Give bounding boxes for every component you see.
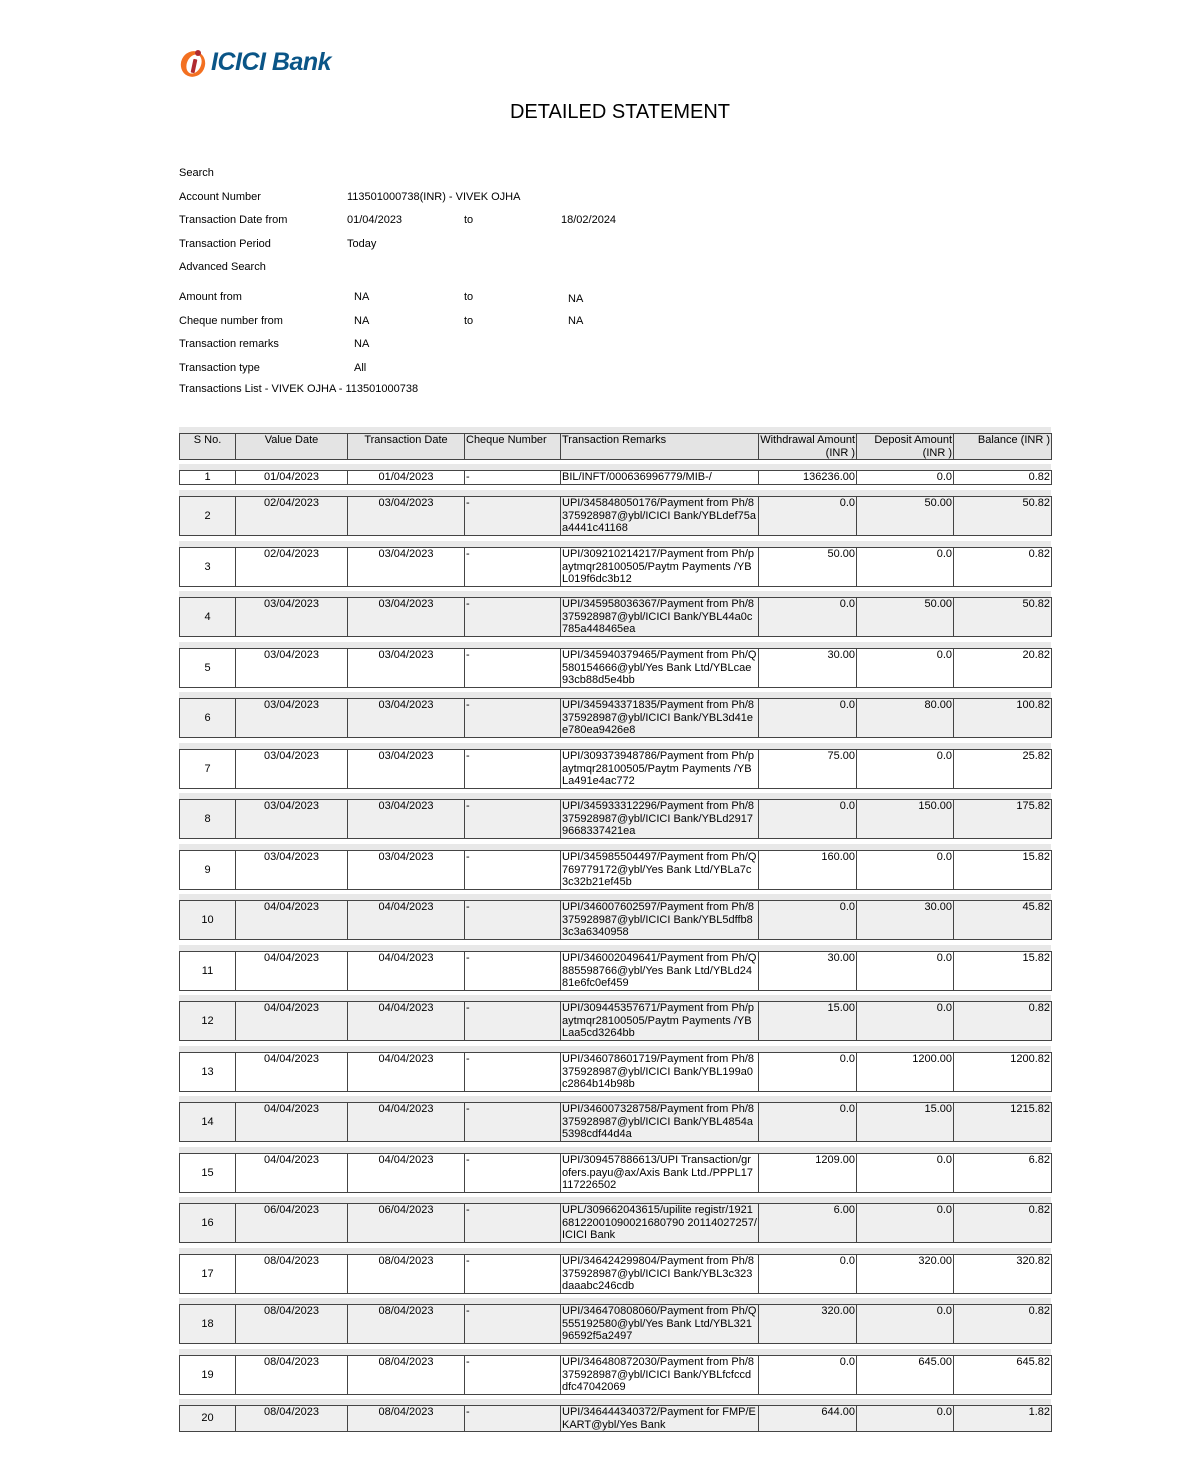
row-txn-date: 04/04/2023 bbox=[348, 901, 465, 940]
table-row bbox=[179, 951, 1052, 991]
row-deposit: 0.0 bbox=[857, 750, 954, 789]
row-value-date: 03/04/2023 bbox=[236, 649, 348, 688]
table-row bbox=[179, 698, 1052, 738]
table-row bbox=[179, 1052, 1052, 1092]
row-sno: 6 bbox=[180, 699, 236, 738]
row-withdrawal: 0.0 bbox=[759, 497, 857, 536]
row-txn-date: 08/04/2023 bbox=[348, 1406, 465, 1432]
row-value-date: 03/04/2023 bbox=[236, 750, 348, 789]
row-deposit: 150.00 bbox=[857, 800, 954, 839]
row-cheque: - bbox=[465, 649, 561, 688]
row-remarks: UPI/309373948786/Payment from Ph/paytmqr28100505/Paytm Payments /YBLa491e4ac772 bbox=[561, 750, 759, 789]
row-balance: 320.82 bbox=[954, 1255, 1052, 1294]
row-balance: 0.82 bbox=[954, 1002, 1052, 1041]
row-balance: 0.82 bbox=[954, 548, 1052, 587]
row-cheque: - bbox=[465, 851, 561, 890]
row-withdrawal: 136236.00 bbox=[759, 471, 857, 485]
search-heading: Search bbox=[179, 167, 214, 179]
cheque-to-value: NA bbox=[568, 315, 584, 327]
row-sno: 18 bbox=[180, 1305, 236, 1344]
row-deposit: 645.00 bbox=[857, 1356, 954, 1395]
cheque-from-label: Cheque number from bbox=[179, 315, 283, 327]
row-value-date: 04/04/2023 bbox=[236, 1002, 348, 1041]
row-withdrawal: 75.00 bbox=[759, 750, 857, 789]
row-balance: 6.82 bbox=[954, 1154, 1052, 1193]
row-value-date: 02/04/2023 bbox=[236, 497, 348, 536]
row-txn-date: 04/04/2023 bbox=[348, 1053, 465, 1092]
cheque-to-label: to bbox=[464, 315, 474, 327]
remarks-value: NA bbox=[354, 338, 370, 350]
amount-to-label: to bbox=[464, 291, 474, 303]
row-sno: 10 bbox=[180, 901, 236, 940]
row-txn-date: 08/04/2023 bbox=[348, 1255, 465, 1294]
amount-to-value: NA bbox=[568, 293, 584, 305]
row-deposit: 0.0 bbox=[857, 952, 954, 991]
row-withdrawal: 0.0 bbox=[759, 1103, 857, 1142]
row-sno: 11 bbox=[180, 952, 236, 991]
date-to-value: 18/02/2024 bbox=[561, 214, 617, 226]
row-balance: 0.82 bbox=[954, 471, 1052, 485]
account-number-value: 113501000738(INR) - VIVEK OJHA bbox=[347, 191, 521, 203]
row-txn-date: 04/04/2023 bbox=[348, 1154, 465, 1193]
row-balance: 175.82 bbox=[954, 800, 1052, 839]
col-cheque-header: Cheque Number bbox=[465, 434, 561, 460]
amount-from-value: NA bbox=[354, 291, 370, 303]
row-sno: 1 bbox=[180, 471, 236, 485]
row-balance: 50.82 bbox=[954, 598, 1052, 637]
row-sno: 7 bbox=[180, 750, 236, 789]
icici-bank-logo bbox=[179, 44, 331, 80]
row-withdrawal: 6.00 bbox=[759, 1204, 857, 1243]
row-sno: 8 bbox=[180, 800, 236, 839]
row-withdrawal: 0.0 bbox=[759, 1356, 857, 1395]
row-remarks: UPL/309662043615/upilite registr/192168122001090021680790 20114027257/ICICI Bank bbox=[562, 1204, 757, 1242]
row-deposit: 0.0 bbox=[857, 1305, 954, 1344]
row-deposit: 0.0 bbox=[857, 1154, 954, 1193]
table-row bbox=[179, 1254, 1052, 1294]
row-sno: 14 bbox=[180, 1103, 236, 1142]
row-balance: 1.82 bbox=[954, 1406, 1052, 1432]
row-value-date: 04/04/2023 bbox=[236, 1154, 348, 1193]
transactions-list-heading: Transactions List - VIVEK OJHA - 113501000738 bbox=[179, 383, 419, 395]
row-withdrawal: 320.00 bbox=[759, 1305, 857, 1344]
row-value-date: 04/04/2023 bbox=[236, 901, 348, 940]
row-remarks: UPI/309210214217/Payment from Ph/paytmqr28100505/Paytm Payments /YBL019f6dc3b12 bbox=[561, 548, 759, 587]
row-balance: 50.82 bbox=[954, 497, 1052, 536]
row-balance: 15.82 bbox=[954, 851, 1052, 890]
transactions-table-header bbox=[179, 433, 1052, 460]
table-row bbox=[179, 547, 1052, 587]
row-value-date: 08/04/2023 bbox=[236, 1305, 348, 1344]
row-cheque: - bbox=[465, 800, 561, 839]
row-sno: 9 bbox=[180, 851, 236, 890]
table-row bbox=[179, 1304, 1052, 1344]
row-deposit: 0.0 bbox=[857, 1204, 954, 1243]
row-withdrawal: 30.00 bbox=[759, 952, 857, 991]
row-value-date: 08/04/2023 bbox=[236, 1406, 348, 1432]
row-withdrawal: 0.0 bbox=[759, 1053, 857, 1092]
row-txn-date: 03/04/2023 bbox=[348, 598, 465, 637]
col-txn-date-header: Transaction Date bbox=[348, 434, 465, 460]
row-balance: 1200.82 bbox=[954, 1053, 1052, 1092]
col-deposit-header: Deposit Amount (INR ) bbox=[857, 434, 954, 460]
row-value-date: 03/04/2023 bbox=[236, 699, 348, 738]
table-row bbox=[179, 1203, 1052, 1243]
row-withdrawal: 30.00 bbox=[759, 649, 857, 688]
advanced-search-heading: Advanced Search bbox=[179, 261, 266, 273]
row-withdrawal: 0.0 bbox=[759, 598, 857, 637]
row-remarks: UPI/309457886613/UPI Transaction/grofers.payu@ax/Axis Bank Ltd./PPPL17117226502 bbox=[561, 1154, 759, 1193]
row-withdrawal: 0.0 bbox=[759, 800, 857, 839]
row-balance: 100.82 bbox=[954, 699, 1052, 738]
row-deposit: 0.0 bbox=[857, 1406, 954, 1432]
row-withdrawal: 0.0 bbox=[759, 699, 857, 738]
row-deposit: 80.00 bbox=[857, 699, 954, 738]
row-txn-date: 03/04/2023 bbox=[348, 851, 465, 890]
table-row bbox=[179, 470, 1052, 485]
table-row bbox=[179, 1001, 1052, 1041]
type-value: All bbox=[354, 362, 367, 374]
row-withdrawal: 160.00 bbox=[759, 851, 857, 890]
row-cheque: - bbox=[465, 548, 561, 587]
page-title: DETAILED STATEMENT bbox=[509, 101, 731, 123]
row-balance: 15.82 bbox=[954, 952, 1052, 991]
row-withdrawal: 1209.00 bbox=[759, 1154, 857, 1193]
row-withdrawal: 15.00 bbox=[759, 1002, 857, 1041]
table-row bbox=[179, 1355, 1052, 1395]
row-cheque: - bbox=[465, 901, 561, 940]
row-cheque: - bbox=[465, 1103, 561, 1142]
row-cheque: - bbox=[465, 1255, 561, 1294]
row-sno: 3 bbox=[180, 548, 236, 587]
row-remarks: UPI/345985504497/Payment from Ph/Q769779172@ybl/Yes Bank Ltd/YBLa7c3c32b21ef45b bbox=[561, 851, 759, 890]
row-cheque: - bbox=[465, 1406, 561, 1432]
row-remarks: UPI/346007328758/Payment from Ph/8375928987@ybl/ICICI Bank/YBL4854a5398cdf44d4a bbox=[561, 1103, 759, 1142]
account-number-label: Account Number bbox=[179, 191, 261, 203]
row-sno: 5 bbox=[180, 649, 236, 688]
row-deposit: 1200.00 bbox=[857, 1053, 954, 1092]
row-value-date: 04/04/2023 bbox=[236, 952, 348, 991]
row-cheque: - bbox=[465, 1356, 561, 1395]
row-txn-date: 08/04/2023 bbox=[348, 1356, 465, 1395]
row-deposit: 320.00 bbox=[857, 1255, 954, 1294]
row-deposit: 50.00 bbox=[857, 598, 954, 637]
row-sno: 17 bbox=[180, 1255, 236, 1294]
row-sno: 15 bbox=[180, 1154, 236, 1193]
table-row bbox=[179, 1153, 1052, 1193]
row-value-date: 03/04/2023 bbox=[236, 851, 348, 890]
row-remarks: UPI/346002049641/Payment from Ph/Q885598766@ybl/Yes Bank Ltd/YBLd2481e6fc0ef459 bbox=[561, 952, 759, 991]
row-remarks: UPI/346444340372/Payment for FMP/EKART@ybl/Yes Bank bbox=[561, 1406, 759, 1432]
table-row bbox=[179, 1102, 1052, 1142]
col-value-date-header: Value Date bbox=[236, 434, 348, 460]
row-value-date: 02/04/2023 bbox=[236, 548, 348, 587]
row-deposit: 0.0 bbox=[857, 1002, 954, 1041]
row-deposit: 0.0 bbox=[857, 471, 954, 485]
row-sno: 20 bbox=[180, 1406, 236, 1432]
row-remarks: UPI/345933312296/Payment from Ph/8375928987@ybl/ICICI Bank/YBLd29179668337421ea bbox=[561, 800, 759, 839]
col-withdrawal-header: Withdrawal Amount (INR ) bbox=[760, 434, 855, 459]
row-value-date: 01/04/2023 bbox=[236, 471, 348, 485]
row-remarks: BIL/INFT/000636996779/MIB-/ bbox=[561, 471, 759, 485]
row-remarks: UPI/346424299804/Payment from Ph/8375928987@ybl/ICICI Bank/YBL3c323daaabc246cdb bbox=[561, 1255, 759, 1294]
row-value-date: 04/04/2023 bbox=[236, 1103, 348, 1142]
row-txn-date: 06/04/2023 bbox=[348, 1204, 465, 1243]
row-cheque: - bbox=[465, 1204, 561, 1243]
table-row bbox=[179, 850, 1052, 890]
row-txn-date: 04/04/2023 bbox=[348, 952, 465, 991]
row-txn-date: 01/04/2023 bbox=[348, 471, 465, 485]
table-row bbox=[179, 799, 1052, 839]
period-label: Transaction Period bbox=[179, 238, 271, 250]
row-txn-date: 03/04/2023 bbox=[348, 699, 465, 738]
row-cheque: - bbox=[465, 471, 561, 485]
row-balance: 1215.82 bbox=[954, 1103, 1052, 1142]
row-txn-date: 03/04/2023 bbox=[348, 649, 465, 688]
table-row bbox=[179, 597, 1052, 637]
row-txn-date: 03/04/2023 bbox=[348, 548, 465, 587]
row-deposit: 0.0 bbox=[857, 851, 954, 890]
row-balance: 0.82 bbox=[954, 1204, 1052, 1243]
table-row bbox=[179, 1405, 1052, 1432]
row-cheque: - bbox=[465, 1002, 561, 1041]
icici-logo-icon bbox=[179, 45, 209, 79]
row-withdrawal: 0.0 bbox=[759, 901, 857, 940]
date-from-label: Transaction Date from bbox=[179, 214, 288, 226]
col-balance-header: Balance (INR ) bbox=[954, 434, 1052, 460]
row-cheque: - bbox=[465, 1154, 561, 1193]
row-remarks: UPI/346078601719/Payment from Ph/8375928987@ybl/ICICI Bank/YBL199a0c2864b14b98b bbox=[561, 1053, 759, 1092]
row-txn-date: 03/04/2023 bbox=[348, 750, 465, 789]
row-sno: 2 bbox=[180, 497, 236, 536]
row-withdrawal: 644.00 bbox=[759, 1406, 857, 1432]
row-balance: 645.82 bbox=[954, 1356, 1052, 1395]
table-row bbox=[179, 496, 1052, 536]
row-balance: 25.82 bbox=[954, 750, 1052, 789]
row-value-date: 08/04/2023 bbox=[236, 1356, 348, 1395]
row-txn-date: 08/04/2023 bbox=[348, 1305, 465, 1344]
row-value-date: 03/04/2023 bbox=[236, 800, 348, 839]
row-remarks: UPI/345940379465/Payment from Ph/Q580154666@ybl/Yes Bank Ltd/YBLcae93cb88d5e4bb bbox=[561, 649, 759, 688]
col-sno-header: S No. bbox=[180, 434, 236, 460]
row-deposit: 0.0 bbox=[857, 548, 954, 587]
row-deposit: 15.00 bbox=[857, 1103, 954, 1142]
row-cheque: - bbox=[465, 1305, 561, 1344]
row-value-date: 03/04/2023 bbox=[236, 598, 348, 637]
row-deposit: 0.0 bbox=[857, 649, 954, 688]
amount-from-label: Amount from bbox=[179, 291, 242, 303]
row-remarks: UPI/345848050176/Payment from Ph/8375928987@ybl/ICICI Bank/YBLdef75aa4441c41168 bbox=[561, 497, 759, 536]
row-cheque: - bbox=[465, 497, 561, 536]
row-value-date: 06/04/2023 bbox=[236, 1204, 348, 1243]
type-label: Transaction type bbox=[179, 362, 260, 374]
row-sno: 12 bbox=[180, 1002, 236, 1041]
row-cheque: - bbox=[465, 952, 561, 991]
date-from-value: 01/04/2023 bbox=[347, 214, 403, 226]
row-remarks: UPI/346480872030/Payment from Ph/8375928987@ybl/ICICI Bank/YBLfcfccddfc47042069 bbox=[561, 1356, 759, 1395]
row-remarks: UPI/345943371835/Payment from Ph/8375928987@ybl/ICICI Bank/YBL3d41ee780ea9426e8 bbox=[561, 699, 759, 738]
row-deposit: 30.00 bbox=[857, 901, 954, 940]
row-txn-date: 03/04/2023 bbox=[348, 497, 465, 536]
table-row bbox=[179, 749, 1052, 789]
row-sno: 16 bbox=[180, 1204, 236, 1243]
row-sno: 4 bbox=[180, 598, 236, 637]
row-remarks: UPI/346007602597/Payment from Ph/8375928987@ybl/ICICI Bank/YBL5dffb83c3a6340958 bbox=[561, 901, 759, 940]
row-remarks: UPI/309445357671/Payment from Ph/paytmqr28100505/Paytm Payments /YBLaa5cd3264bb bbox=[561, 1002, 759, 1041]
row-balance: 20.82 bbox=[954, 649, 1052, 688]
brand-name: ICICI Bank bbox=[211, 47, 332, 76]
row-value-date: 04/04/2023 bbox=[236, 1053, 348, 1092]
row-remarks: UPI/345958036367/Payment from Ph/8375928987@ybl/ICICI Bank/YBL44a0c785a448465ea bbox=[561, 598, 759, 637]
row-txn-date: 03/04/2023 bbox=[348, 800, 465, 839]
row-sno: 13 bbox=[180, 1053, 236, 1092]
date-to-label: to bbox=[464, 214, 474, 226]
table-row bbox=[179, 648, 1052, 688]
table-row bbox=[179, 900, 1052, 940]
row-withdrawal: 50.00 bbox=[759, 548, 857, 587]
row-remarks: UPI/346470808060/Payment from Ph/Q555192580@ybl/Yes Bank Ltd/YBL32196592f5a2497 bbox=[561, 1305, 759, 1344]
row-txn-date: 04/04/2023 bbox=[348, 1002, 465, 1041]
row-balance: 45.82 bbox=[954, 901, 1052, 940]
col-remarks-header: Transaction Remarks bbox=[561, 434, 759, 460]
row-withdrawal: 0.0 bbox=[759, 1255, 857, 1294]
row-cheque: - bbox=[465, 598, 561, 637]
remarks-label: Transaction remarks bbox=[179, 338, 279, 350]
row-cheque: - bbox=[465, 699, 561, 738]
row-sno: 19 bbox=[180, 1356, 236, 1395]
row-deposit: 50.00 bbox=[857, 497, 954, 536]
period-value: Today bbox=[347, 238, 377, 250]
row-balance: 0.82 bbox=[954, 1305, 1052, 1344]
row-txn-date: 04/04/2023 bbox=[348, 1103, 465, 1142]
cheque-from-value: NA bbox=[354, 315, 370, 327]
row-value-date: 08/04/2023 bbox=[236, 1255, 348, 1294]
row-cheque: - bbox=[465, 1053, 561, 1092]
row-cheque: - bbox=[465, 750, 561, 789]
